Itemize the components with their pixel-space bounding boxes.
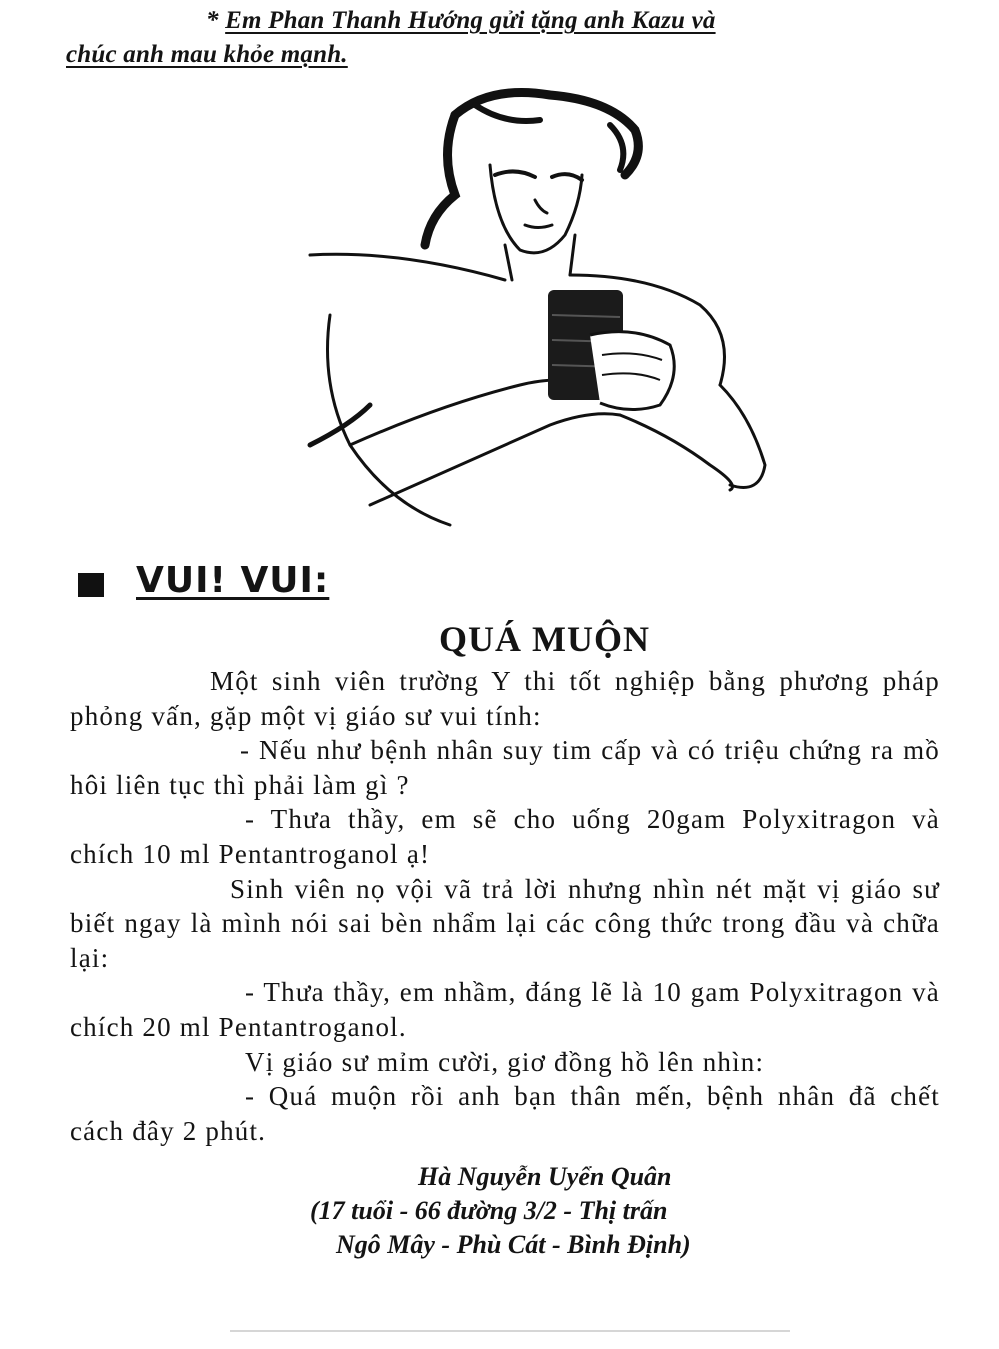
dedication-line-1: Em Phan Thanh Hướng gửi tặng anh Kazu và	[225, 7, 716, 34]
story-paragraph: Sinh viên nọ vội vã trả lời nhưng nhìn nét mặt vị giáo sư biết ngay là mình nói sai bèn nhẩm lại các công thức trong đầu và chữa lại:	[70, 873, 940, 973]
dedication-line-2: chúc anh mau khỏe mạnh.	[66, 41, 348, 68]
dedication-prefix: *	[206, 7, 226, 34]
author-address-line-1: (17 tuổi - 66 đường 3/2 - Thị trấn	[310, 1196, 668, 1225]
dedication	[66, 4, 946, 72]
story-body	[70, 664, 940, 1148]
illustration-man-with-cup	[290, 85, 790, 535]
sketch-illustration-icon	[290, 85, 790, 535]
story-paragraph: - Quá muộn rồi anh bạn thân mến, bệnh nhân đã chết cách đây 2 phút.	[70, 1081, 940, 1146]
story-title: QUÁ MUỘN	[439, 619, 650, 659]
square-bullet-icon	[78, 573, 104, 597]
section-header	[78, 560, 329, 601]
author-address-line-2: Ngô Mây - Phù Cát - Bình Định)	[336, 1230, 691, 1259]
scan-edge-divider	[230, 1330, 790, 1332]
story-paragraph: Một sinh viên trường Y thi tốt nghiệp bằng phương pháp phỏng vấn, gặp một vị giáo sư vui tính:	[70, 666, 940, 731]
story-paragraph: - Thưa thầy, em sẽ cho uống 20gam Polyxitragon và chích 10 ml Pentantroganol ạ!	[70, 804, 940, 869]
signature-block	[310, 1160, 870, 1262]
author-name: Hà Nguyễn Uyển Quân	[418, 1162, 672, 1191]
story-paragraph: - Nếu như bệnh nhân suy tim cấp và có triệu chứng ra mồ hôi liên tục thì phải làm gì ?	[70, 735, 940, 800]
section-label: VUI! VUI:	[136, 560, 330, 601]
story-paragraph: - Thưa thầy, em nhầm, đáng lẽ là 10 gam Polyxitragon và chích 20 ml Pentantroganol.	[70, 977, 940, 1042]
story-paragraph: Vị giáo sư mỉm cười, giơ đồng hồ lên nhìn:	[245, 1046, 765, 1077]
